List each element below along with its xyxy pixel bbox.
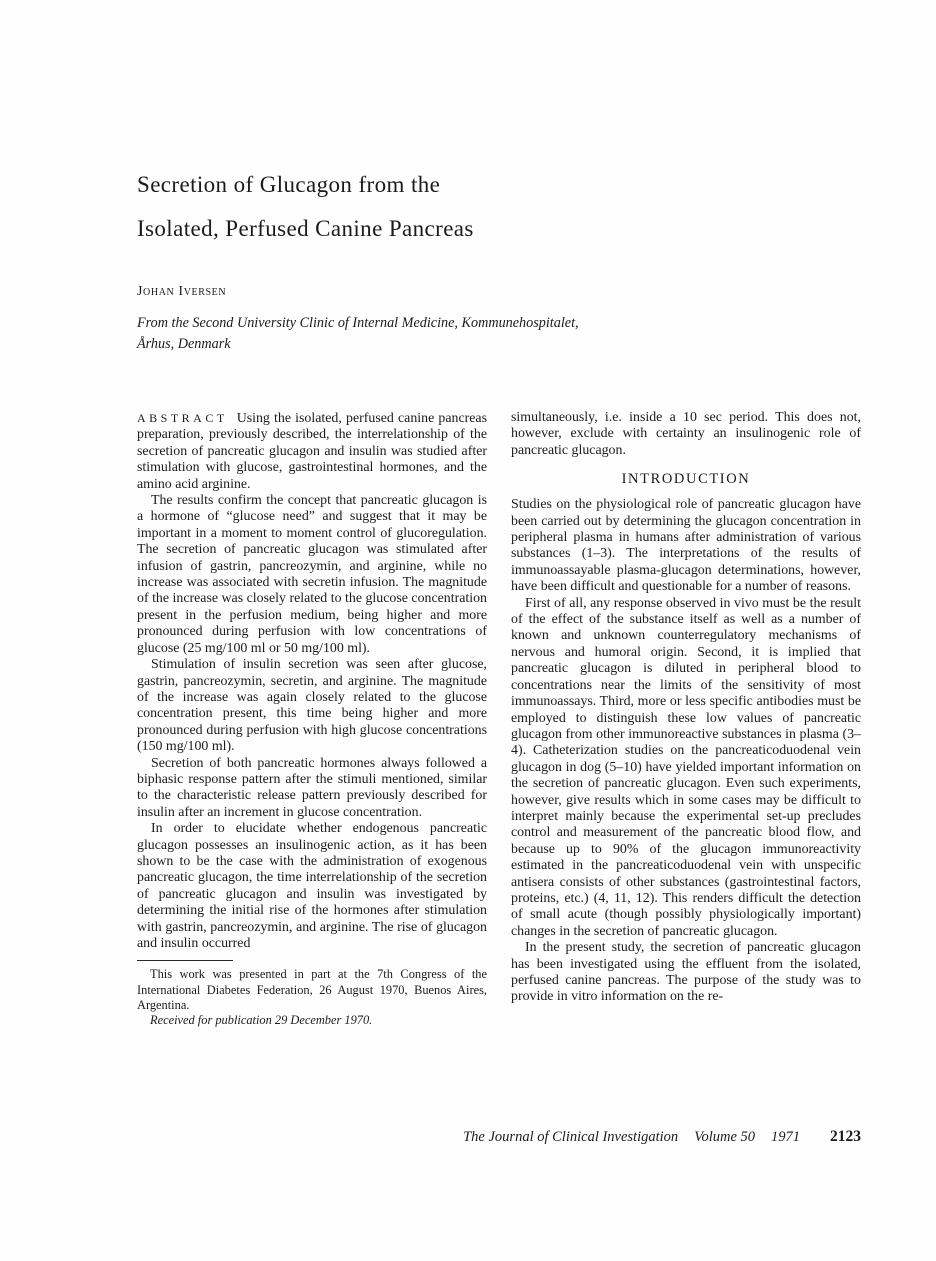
footnote bbox=[137, 960, 487, 1028]
author-name: Johan Iversen bbox=[137, 284, 227, 299]
abstract-label: ABSTRACT bbox=[137, 411, 228, 425]
journal-name: The Journal of Clinical Investigation bbox=[463, 1129, 679, 1145]
footnote-received: Received for publication 29 December 1970. bbox=[150, 1013, 373, 1028]
abstract-paragraph bbox=[137, 410, 487, 493]
paper-header bbox=[137, 163, 861, 355]
abstract-paragraph-text: Using the isolated, perfused canine pancreas preparation, previously described, the interrelationship of the secretion of pancreatic glucagon and insulin was studied after stimulation with glucose, gastrointestinal hormones, and the amino acid arginine. bbox=[137, 411, 487, 492]
journal-volume: Volume 50 bbox=[694, 1129, 755, 1145]
affiliation-line-1: From the Second University Clinic of Internal Medicine, Kommunehospitalet, bbox=[137, 315, 579, 331]
right-column bbox=[511, 410, 861, 1028]
introduction-paragraph: Studies on the physiological role of pancreatic glucagon have been carried out by determining the glucagon concentration in peripheral plasma in humans after administration of various substances (1–3). The interpretations of the results of immunoassayable plasma-glucagon determinations, however, have been difficult and questionable for a number of reasons. bbox=[511, 497, 861, 595]
abstract-paragraph: Stimulation of insulin secretion was seen after glucose, gastrin, pancreozymin, secretin, and arginine. The magnitude of the increase was again closely related to the glucose concentration present, this time being higher and more pronounced during perfusion with high glucose concentrations (150 mg/100 ml). bbox=[137, 657, 487, 755]
abstract-continuation-paragraph: simultaneously, i.e. inside a 10 sec period. This does not, however, exclude with certainty an insulinogenic role of pancreatic glucagon. bbox=[511, 410, 861, 458]
journal-year: 1971 bbox=[771, 1129, 800, 1145]
footnote-presented: This work was presented in part at the 7th Congress of the International Diabetes Federation, 26 August 1970, Buenos Aires, Argentina. bbox=[137, 967, 487, 1012]
introduction-heading: INTRODUCTION bbox=[621, 471, 751, 488]
introduction-paragraph: First of all, any response observed in vivo must be the result of the effect of the substance itself as well as a number of known and unknown counterregulatory mechanisms of nervous and humoral origin. Second, it is implied that pancreatic glucagon is diluted in peripheral blood to concentrations near the limits of the sensitivity of most immunoassays. Third, more or less specific antibodies must be employed to distinguish these low values of pancreatic glucagon from other immunoreactive substances in plasma (3–4). Catheterization studies on the pancreaticoduodenal vein glucagon in dog (5–10) have yielded important information on the secretion of pancreatic glucagon. Even such experiments, however, give results which in some cases may be difficult to interpret mainly because the experimental set-up precludes control and measurement of the pancreatic blood flow, and because up to 90% of the glucagon immunoreactivity estimated in the pancreaticoduodenal vein with unspecific antisera consists of other substances (gastrointestinal factors, proteins, etc.) (4, 11, 12). This renders difficult the detection of small acute (though possibly physiologically important) changes in the secretion of pancreatic glucagon. bbox=[511, 595, 861, 939]
introduction-paragraph: In the present study, the secretion of pancreatic glucagon has been investigated using the effluent from the isolated, perfused canine pancreas. The purpose of the study was to provide in vitro information on the re- bbox=[511, 940, 861, 1005]
abstract-paragraph: Secretion of both pancreatic hormones always followed a biphasic response pattern after the stimuli mentioned, similar to the characteristic release pattern previously described for insulin after an increment in glucose concentration. bbox=[137, 755, 487, 820]
abstract-paragraph: In order to elucidate whether endogenous pancreatic glucagon possesses an insulinogenic action, as it has been shown to be the case with the administration of exogenous pancreatic glucagon, the time interrelationship of the secretion of pancreatic glucagon and insulin was investigated by determining the initial rise of the hormones after stimulation with gastrin, pancreozymin, and arginine. The rise of glucagon and insulin occurred bbox=[137, 821, 487, 951]
affiliation-line-2: Århus, Denmark bbox=[137, 336, 231, 352]
page-footer bbox=[137, 1128, 861, 1146]
paper-title bbox=[137, 163, 861, 251]
paper-title-line-1: Secretion of Glucagon from the bbox=[137, 172, 441, 197]
two-column-body bbox=[137, 410, 861, 1028]
footnote-rule bbox=[137, 960, 233, 961]
left-column bbox=[137, 410, 487, 1028]
page-number: 2123 bbox=[830, 1128, 861, 1145]
abstract-paragraph: The results confirm the concept that pancreatic glucagon is a hormone of “glucose need” and suggest that it may be important in a moment to moment control of glucoregulation. The secretion of pancreatic glucagon was stimulated after infusion of gastrin, pancreozymin, and arginine, while no increase was associated with secretin infusion. The magnitude of the increase was closely related to the glucose concentration present in the perfusion medium, being higher and more pronounced during perfusion with low concentrations of glucose (25 mg/100 ml or 50 mg/100 ml). bbox=[137, 493, 487, 656]
paper-title-line-2: Isolated, Perfused Canine Pancreas bbox=[137, 216, 474, 241]
affiliation bbox=[137, 313, 861, 355]
